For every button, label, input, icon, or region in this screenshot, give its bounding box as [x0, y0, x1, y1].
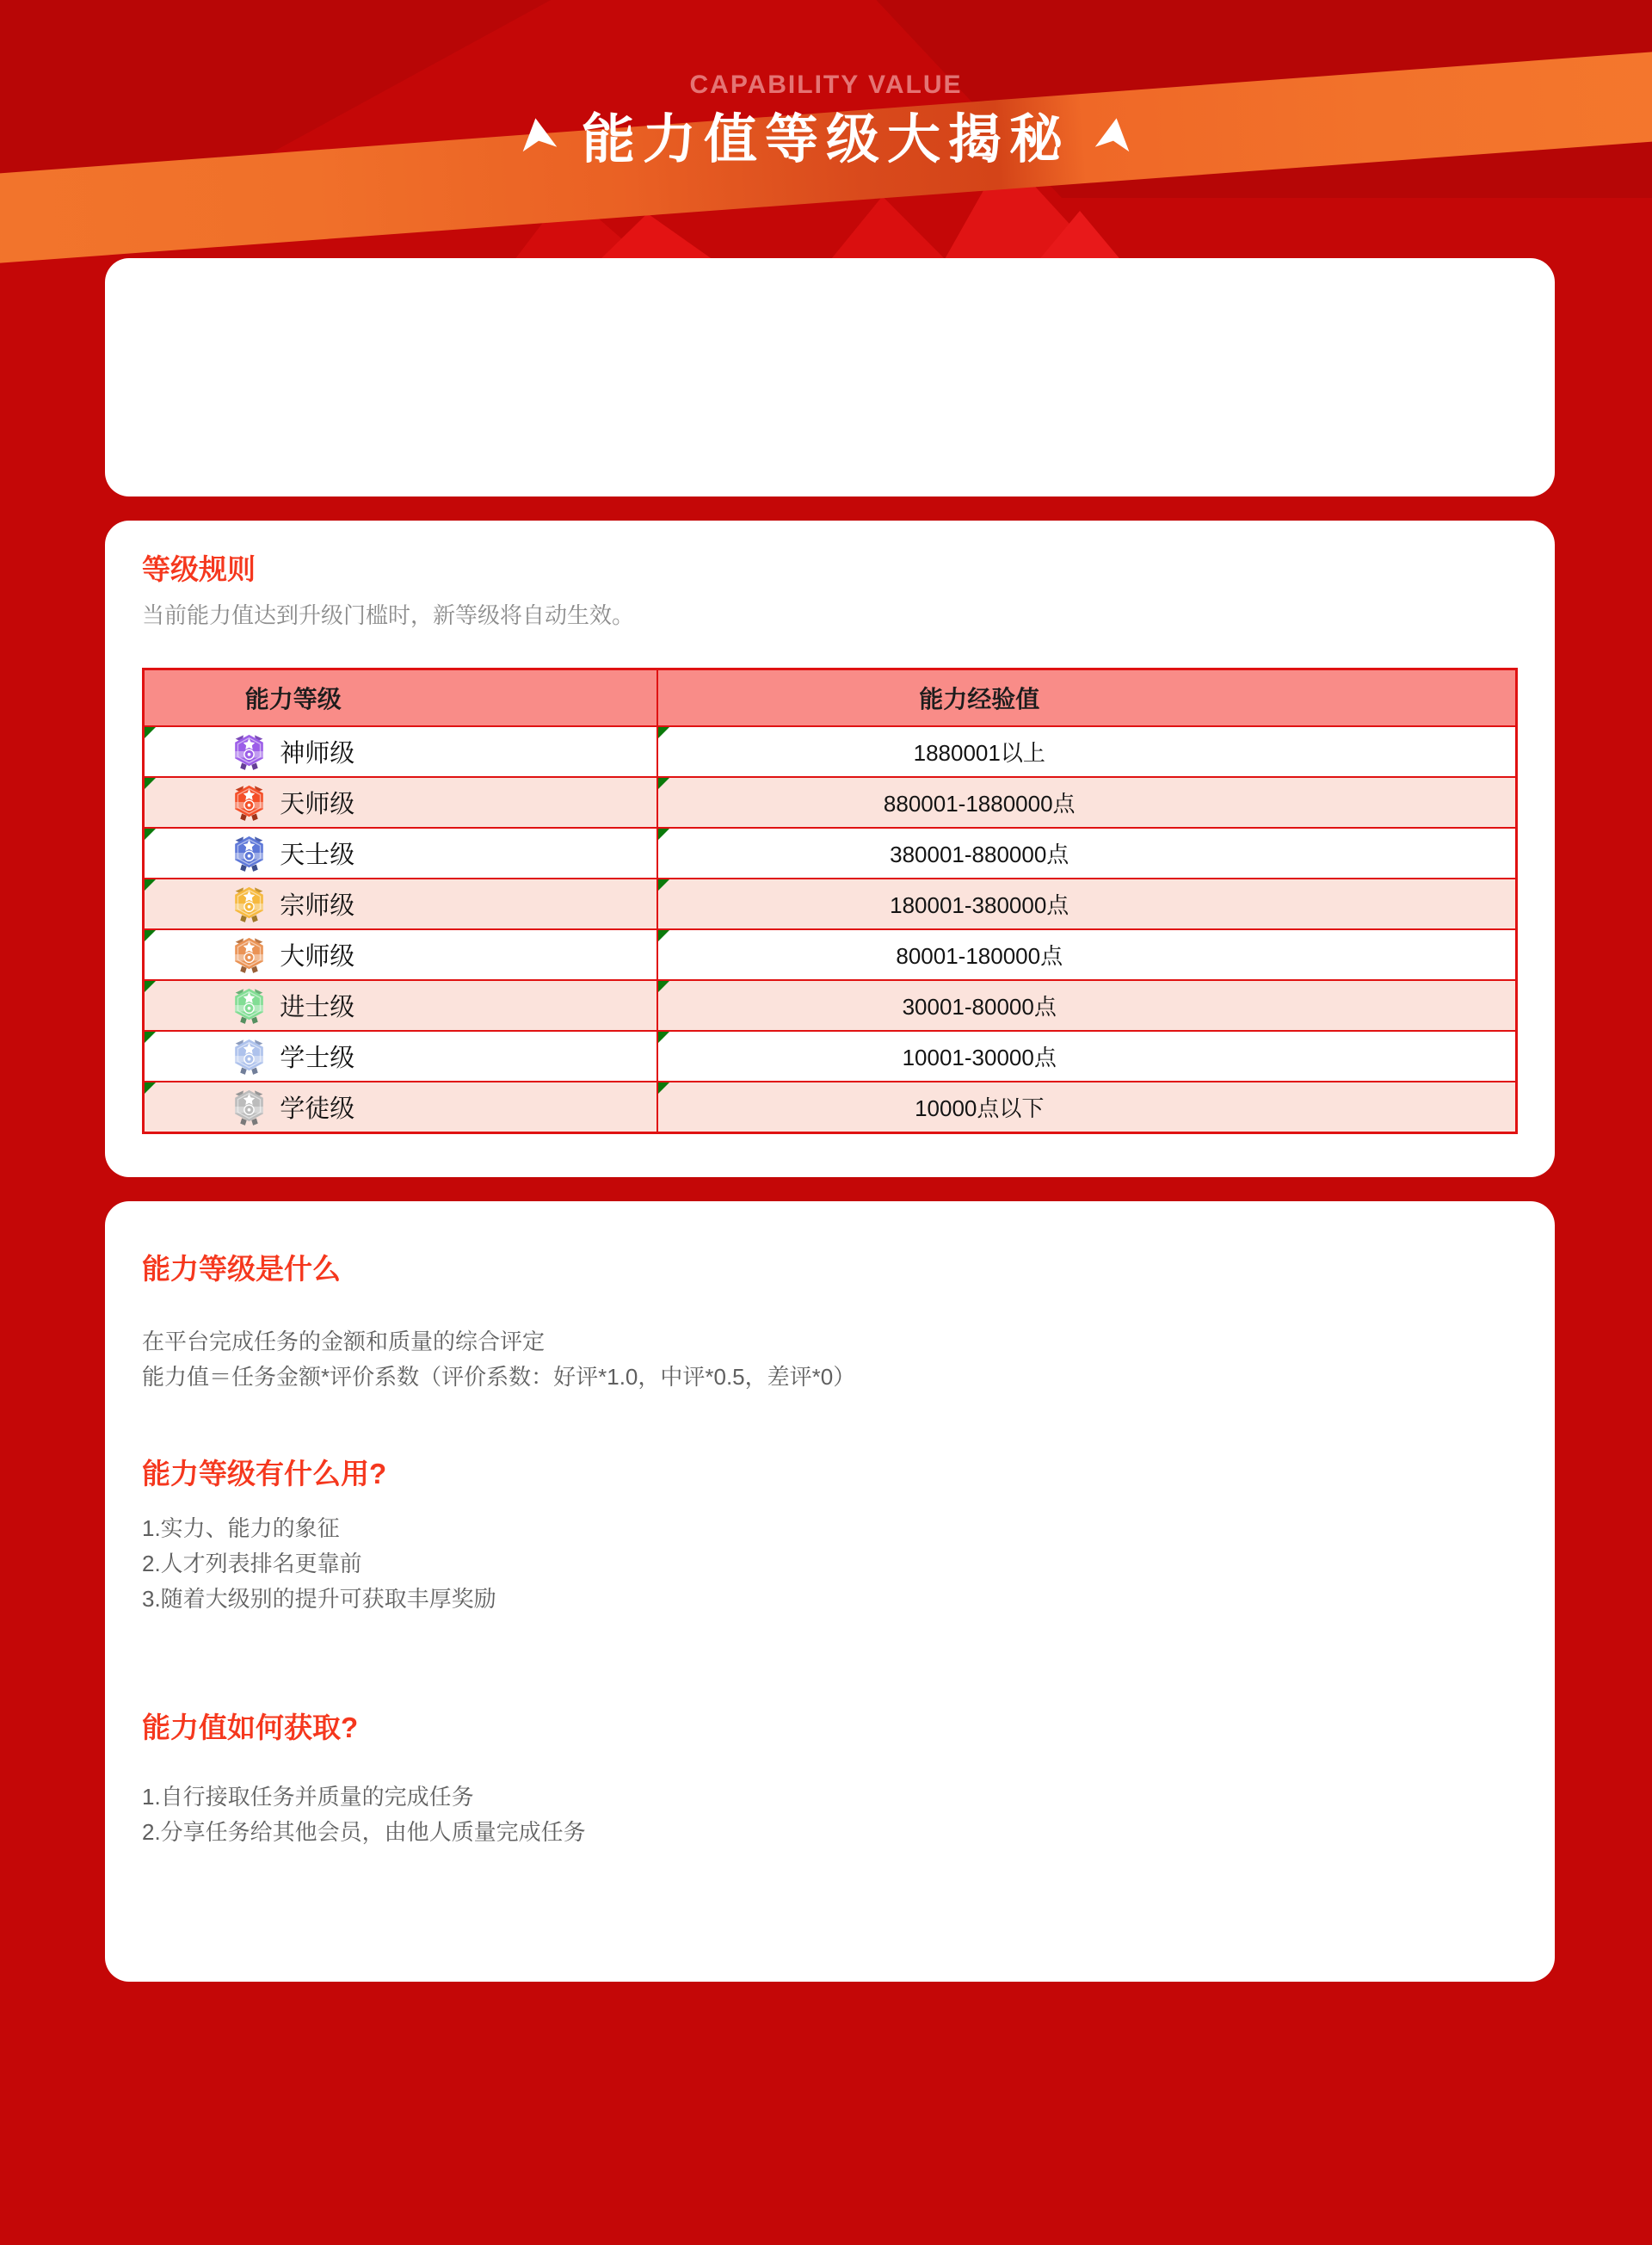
- banner-card: [105, 258, 1555, 496]
- table-row: [144, 726, 1517, 777]
- section-line: 在平台完成任务的金额和质量的综合评定: [142, 1328, 546, 1354]
- section-line: 2.分享任务给其他会员，由他人质量完成任务: [142, 1818, 586, 1845]
- level-name: 学士级: [280, 1045, 355, 1073]
- title-row: [0, 103, 1652, 170]
- section-line: 3.随着大级别的提升可获取丰厚奖励: [142, 1586, 496, 1613]
- table-header-row: [144, 669, 1517, 727]
- level-cell: [144, 879, 658, 929]
- level-cell: [144, 980, 658, 1031]
- level-name: 进士级: [280, 994, 355, 1022]
- level-range: 10001-30000点: [657, 1031, 1516, 1082]
- level-cell: [144, 726, 658, 777]
- section-line: 2.人才列表排名更靠前: [142, 1551, 362, 1577]
- column-header-exp: 能力经验值: [657, 669, 1516, 727]
- rules-description: 当前能力值达到升级门槛时，新等级将自动生效。: [142, 601, 635, 628]
- level-cell: [144, 1031, 658, 1082]
- table-row: [144, 777, 1517, 828]
- table-row: [144, 929, 1517, 980]
- section-heading: 能力值如何获取?: [142, 1712, 359, 1744]
- level-name: 天士级: [280, 842, 355, 870]
- level-range: 180001-380000点: [657, 879, 1516, 929]
- table-row: [144, 1082, 1517, 1133]
- level-badge-icon: [231, 935, 267, 974]
- level-cell: [144, 1082, 658, 1133]
- level-name: 宗师级: [280, 892, 355, 921]
- hero-header: [0, 0, 1652, 284]
- level-range: 30001-80000点: [657, 980, 1516, 1031]
- level-name: 神师级: [280, 740, 355, 768]
- level-range: 80001-180000点: [657, 929, 1516, 980]
- info-section-obtain: [142, 1709, 1518, 1850]
- paper-plane-icon: [1092, 114, 1136, 154]
- level-badge-icon: [231, 1088, 267, 1126]
- rules-card: [105, 521, 1555, 1177]
- level-cell: [144, 777, 658, 828]
- header-eyebrow: CAPABILITY VALUE: [689, 71, 963, 99]
- table-row: [144, 879, 1517, 929]
- level-badge-icon: [231, 732, 267, 771]
- level-name: 大师级: [280, 943, 355, 971]
- rules-heading: 等级规则: [142, 553, 256, 585]
- table-row: [144, 980, 1517, 1031]
- level-range: 10000点以下: [657, 1082, 1516, 1133]
- info-section-what: [142, 1250, 1518, 1395]
- section-line: 1.自行接取任务并质量的完成任务: [142, 1783, 474, 1810]
- info-card: [105, 1201, 1555, 1982]
- level-badge-icon: [231, 834, 267, 873]
- level-table: [142, 668, 1518, 1134]
- level-cell: [144, 929, 658, 980]
- level-badge-icon: [231, 1037, 267, 1076]
- table-row: [144, 1031, 1517, 1082]
- level-cell: [144, 828, 658, 879]
- info-section-use: [142, 1455, 1518, 1618]
- section-line: 1.实力、能力的象征: [142, 1515, 340, 1542]
- level-range: 1880001以上: [657, 726, 1516, 777]
- level-range: 880001-1880000点: [657, 777, 1516, 828]
- table-row: [144, 828, 1517, 879]
- page-title: 能力值等级大揭秘: [581, 109, 1070, 170]
- level-range: 380001-880000点: [657, 828, 1516, 879]
- section-heading: 能力等级是什么: [142, 1253, 341, 1285]
- level-badge-icon: [231, 986, 267, 1025]
- section-heading: 能力等级有什么用?: [142, 1457, 387, 1489]
- level-table-body: [144, 726, 1517, 1133]
- paper-plane-icon: [515, 114, 559, 154]
- level-name: 天师级: [280, 791, 355, 819]
- level-badge-icon: [231, 885, 267, 923]
- section-line: 能力值＝任务金额*评价系数（评价系数：好评*1.0，中评*0.5，差评*0）: [142, 1363, 856, 1390]
- level-badge-icon: [231, 783, 267, 822]
- level-name: 学徒级: [280, 1095, 355, 1124]
- column-header-level: 能力等级: [144, 669, 658, 727]
